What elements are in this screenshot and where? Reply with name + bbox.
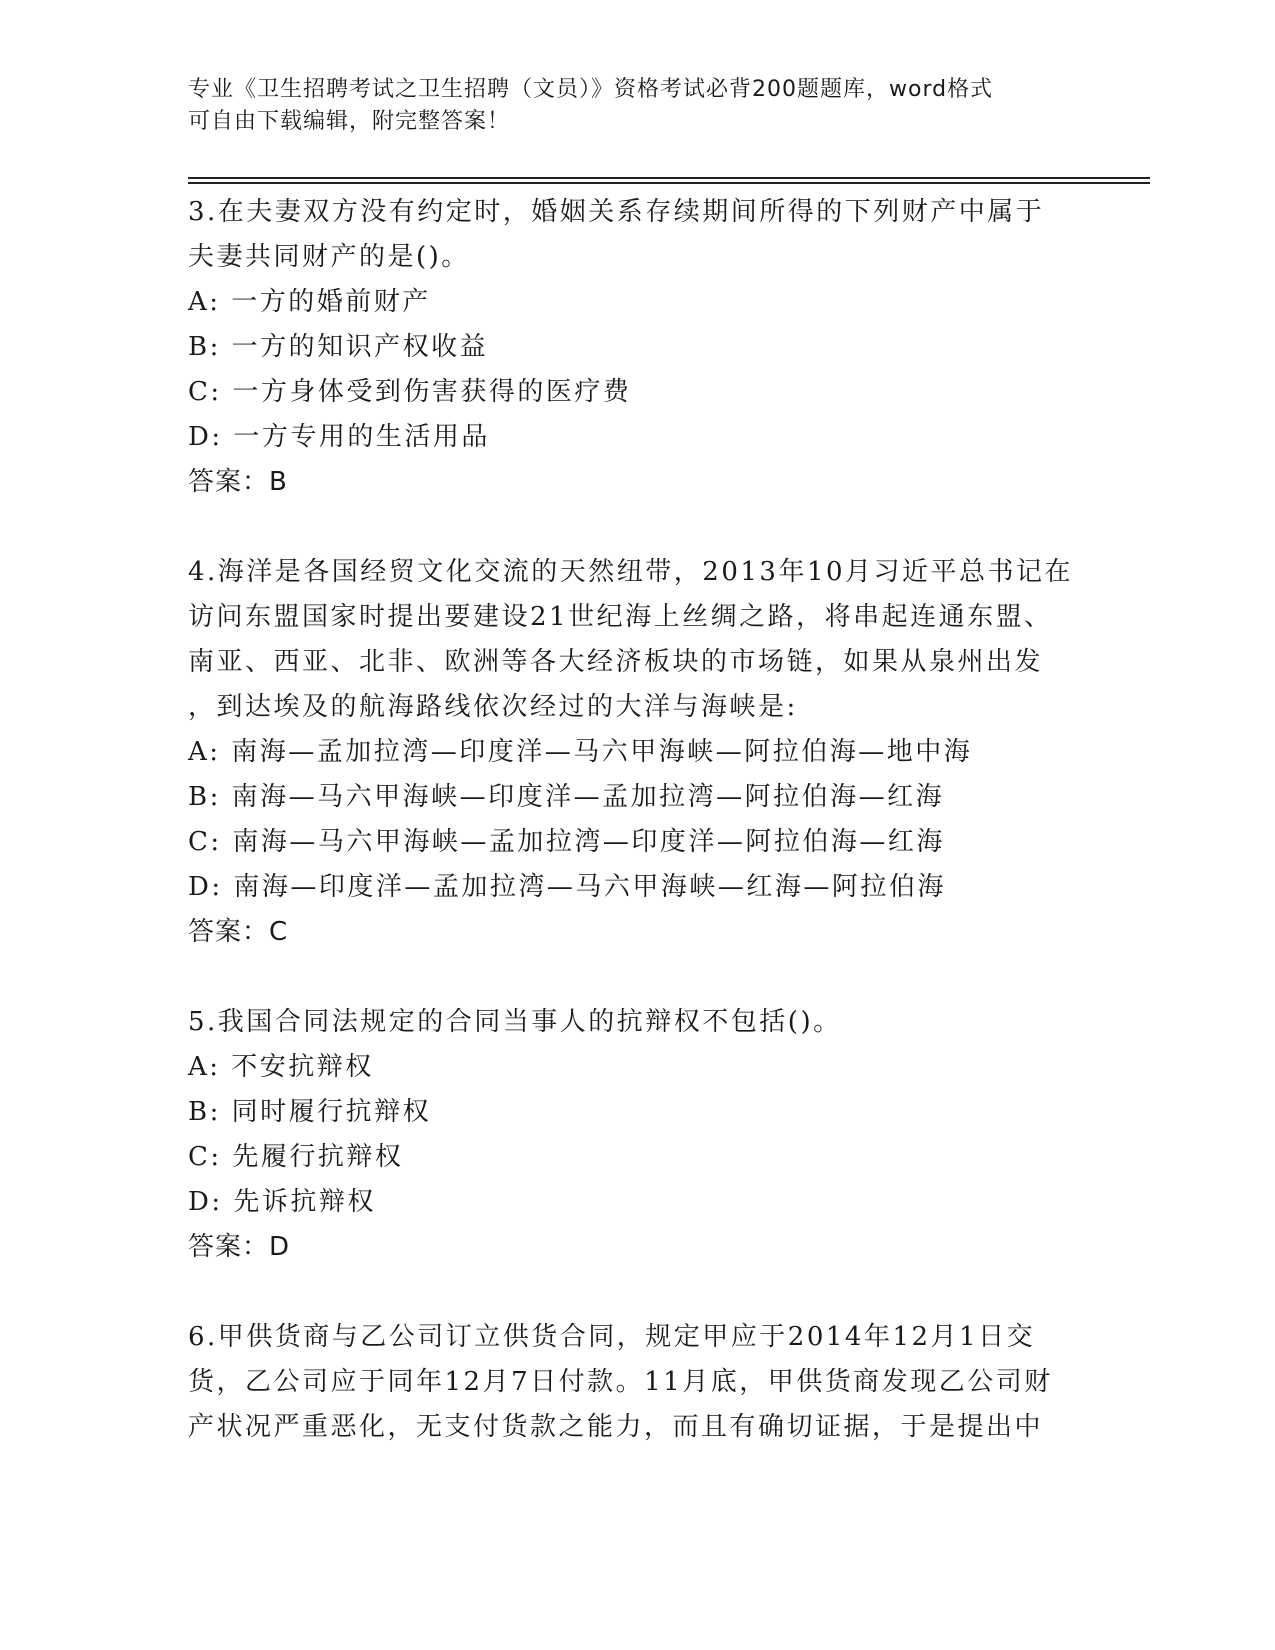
- question-5-stem-line-1: 5.我国合同法规定的合同当事人的抗辩权不包括()。: [188, 1007, 842, 1037]
- question-spacer: [188, 1270, 1108, 1315]
- question-5-option-b: B: 同时履行抗辩权: [188, 1097, 432, 1127]
- question-5-answer: 答案：D: [188, 1232, 291, 1262]
- question-6-stem-line-2: 货，乙公司应于同年12月7日付款。11月底，甲供货商发现乙公司财: [188, 1367, 1053, 1397]
- header-title-line-1: 专业《卫生招聘考试之卫生招聘（文员）》资格考试必背200题题库，word格式: [188, 77, 994, 102]
- question-6-stem-line-3: 产状况严重恶化，无支付货款之能力，而且有确切证据，于是提出中: [188, 1412, 1044, 1442]
- question-5-option-c: C: 先履行抗辩权: [188, 1142, 404, 1172]
- question-spacer: [188, 955, 1108, 1000]
- question-4-stem-line-1: 4.海洋是各国经贸文化交流的天然纽带，2013年10月习近平总书记在: [188, 557, 1074, 587]
- question-3: [188, 190, 1108, 505]
- question-5-option-a: A: 不安抗辩权: [188, 1052, 374, 1082]
- question-3-stem-line-1: 3.在夫妻双方没有约定时，婚姻关系存续期间所得的下列财产中属于: [188, 197, 1045, 227]
- header-divider-bottom: [188, 182, 1150, 184]
- header-title-line-2: 可自由下载编辑，附完整答案！: [188, 109, 511, 134]
- question-list: [188, 190, 1108, 1450]
- question-3-option-b: B: 一方的知识产权收益: [188, 332, 489, 362]
- question-4-option-a: A: 南海—孟加拉湾—印度洋—马六甲海峡—阿拉伯海—地中海: [188, 737, 973, 767]
- question-4-answer: 答案：C: [188, 917, 289, 947]
- question-6-stem-line-1: 6.甲供货商与乙公司订立供货合同，规定甲应于2014年12月1日交: [188, 1322, 1036, 1352]
- question-3-option-d: D: 一方专用的生活用品: [188, 422, 490, 452]
- question-5: [188, 1000, 1108, 1270]
- question-4-stem-line-2: 访问东盟国家时提出要建设21世纪海上丝绸之路，将串起连通东盟、: [188, 602, 1053, 632]
- question-5-option-d: D: 先诉抗辩权: [188, 1187, 376, 1217]
- question-3-option-a: A: 一方的婚前财产: [188, 287, 431, 317]
- question-4-stem-line-3: 南亚、西亚、北非、欧洲等各大经济板块的市场链，如果从泉州出发: [188, 647, 1044, 677]
- question-spacer: [188, 505, 1108, 550]
- header-divider-top: [188, 177, 1150, 179]
- document-header: [188, 74, 1068, 138]
- question-6: [188, 1315, 1108, 1450]
- question-4-option-c: C: 南海—马六甲海峡—孟加拉湾—印度洋—阿拉伯海—红海: [188, 827, 945, 857]
- question-4-option-d: D: 南海—印度洋—孟加拉湾—马六甲海峡—红海—阿拉伯海: [188, 872, 946, 902]
- question-4-option-b: B: 南海—马六甲海峡—印度洋—孟加拉湾—阿拉伯海—红海: [188, 782, 945, 812]
- question-3-stem-line-2: 夫妻共同财产的是()。: [188, 242, 470, 272]
- question-4: [188, 550, 1108, 955]
- question-4-stem-line-4: ，到达埃及的航海路线依次经过的大洋与海峡是:: [188, 692, 798, 722]
- question-3-answer: 答案：B: [188, 467, 288, 497]
- question-3-option-c: C: 一方身体受到伤害获得的医疗费: [188, 377, 632, 407]
